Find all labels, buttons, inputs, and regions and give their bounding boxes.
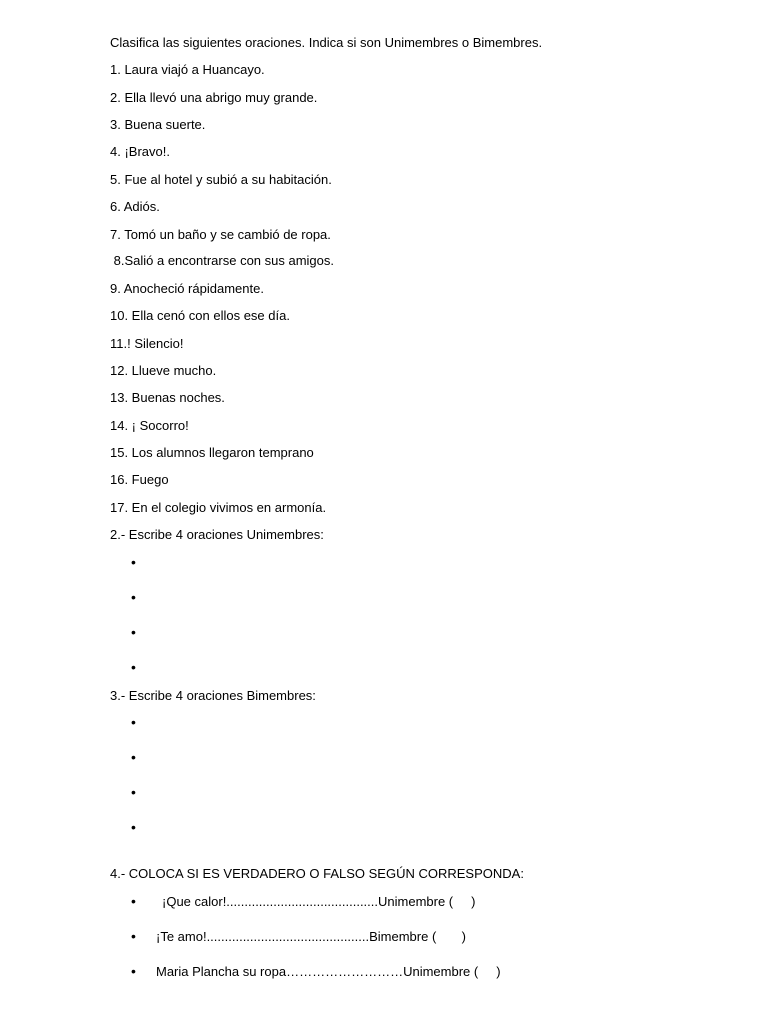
sentence-1: 1. Laura viajó a Huancayo. [110, 62, 265, 77]
section-3-title: 3.- Escribe 4 oraciones Bimembres: [110, 688, 316, 703]
bullet-point: • [131, 714, 136, 730]
true-false-item-1: ¡Que calor!..........................................Unimembre ( ) [162, 894, 476, 909]
sentence-15: 15. Los alumnos llegaron temprano [110, 445, 314, 460]
sentence-2: 2. Ella llevó una abrigo muy grande. [110, 90, 318, 105]
bullet-point: • [131, 928, 136, 944]
bullet-point: • [131, 784, 136, 800]
bullet-point: • [131, 624, 136, 640]
bullet-point: • [131, 554, 136, 570]
sentence-6: 6. Adiós. [110, 199, 160, 214]
true-false-item-2: ¡Te amo!.............................................Bimembre ( ) [156, 929, 466, 944]
sentence-16: 16. Fuego [110, 472, 169, 487]
bullet-point: • [131, 589, 136, 605]
sentence-9: 9. Anocheció rápidamente. [110, 281, 264, 296]
sentence-12: 12. Llueve mucho. [110, 363, 217, 378]
bullet-point: • [131, 963, 136, 979]
sentence-8: 8.Salió a encontrarse con sus amigos. [110, 253, 335, 268]
section-4-title: 4.- COLOCA SI ES VERDADERO O FALSO SEGÚN CORRESPONDA: [110, 866, 524, 881]
bullet-point: • [131, 659, 136, 675]
sentence-17: 17. En el colegio vivimos en armonía. [110, 500, 327, 515]
sentence-11: 11.! Silencio! [110, 336, 184, 351]
true-false-item-3: Maria Plancha su ropa………………………Unimembre ( ) [156, 964, 501, 979]
bullet-point: • [131, 819, 136, 835]
bullet-point: • [131, 749, 136, 765]
sentence-4: 4. ¡Bravo!. [110, 144, 170, 159]
sentence-10: 10. Ella cenó con ellos ese día. [110, 308, 290, 323]
instruction-text: Clasifica las siguientes oraciones. Indica si son Unimembres o Bimembres. [110, 35, 543, 50]
sentence-7: 7. Tomó un baño y se cambió de ropa. [110, 227, 331, 242]
sentence-5: 5. Fue al hotel y subió a su habitación. [110, 172, 332, 187]
sentence-13: 13. Buenas noches. [110, 390, 225, 405]
bullet-point: • [131, 893, 136, 909]
sentence-14: 14. ¡ Socorro! [110, 418, 189, 433]
sentence-3: 3. Buena suerte. [110, 117, 206, 132]
section-2-title: 2.- Escribe 4 oraciones Unimembres: [110, 527, 324, 542]
